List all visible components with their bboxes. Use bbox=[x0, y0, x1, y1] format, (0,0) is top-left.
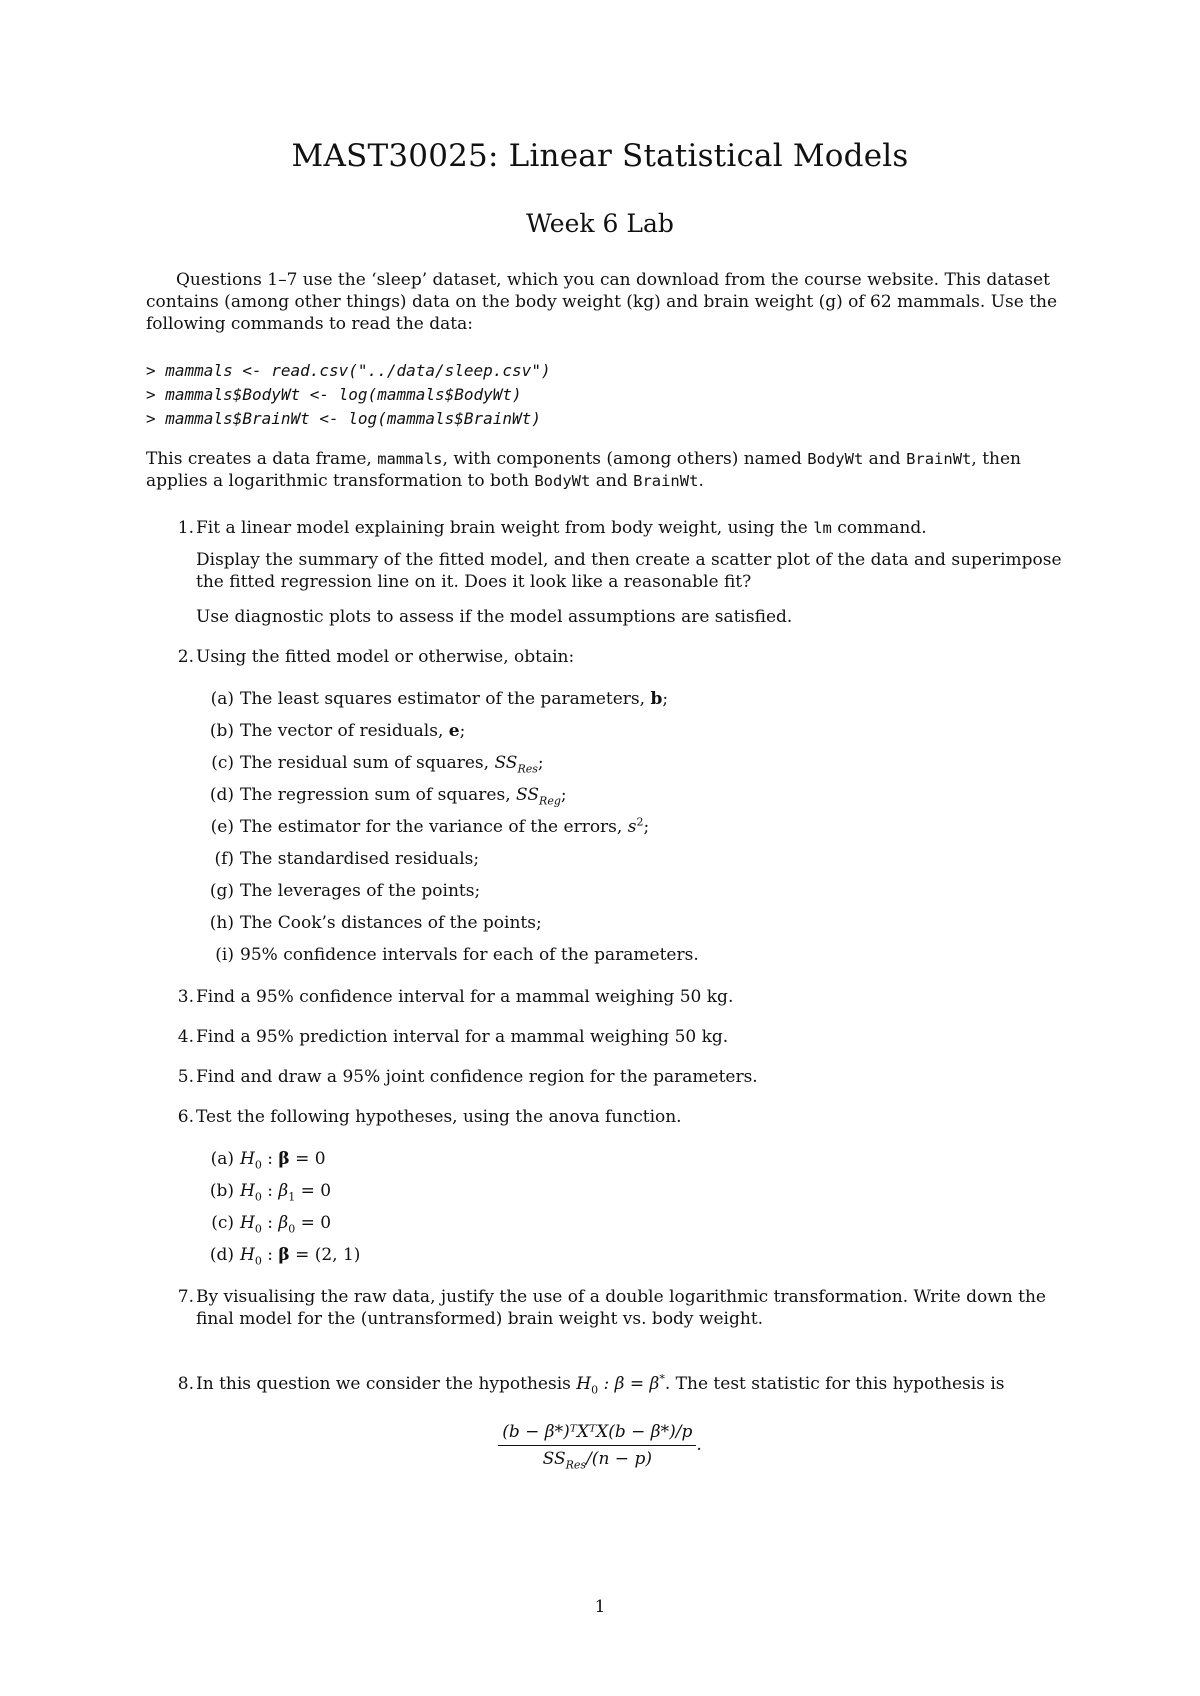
math-symbol: β bbox=[278, 1245, 290, 1265]
text-run: = 0 bbox=[289, 1149, 326, 1169]
question-1-paragraph-3: Use diagnostic plots to assess if the model assumptions are satisfied. bbox=[196, 607, 793, 627]
math-symbol: H bbox=[576, 1374, 592, 1394]
math-symbol: SS bbox=[542, 1449, 566, 1469]
inline-code: BrainWt bbox=[906, 450, 972, 468]
test-statistic-formula bbox=[0, 1422, 1200, 1472]
inline-code: BodyWt bbox=[534, 472, 591, 490]
question-number: 8. bbox=[177, 1374, 194, 1394]
text-run: The residual sum of squares, bbox=[240, 753, 495, 773]
math-symbol: β bbox=[278, 1149, 290, 1169]
sub-item-label: (f) bbox=[214, 849, 234, 869]
math-symbol: H bbox=[240, 1181, 255, 1201]
text-run: The estimator for the variance of the errors, bbox=[240, 817, 628, 837]
sub-item-text: 95% confidence intervals for each of the parameters. bbox=[240, 945, 699, 965]
sub-item-label: (c) bbox=[211, 753, 234, 773]
text-run: : bbox=[261, 1213, 279, 1233]
text-run: The vector of residuals, bbox=[240, 721, 449, 741]
math-subscript: 0 bbox=[288, 1222, 296, 1236]
question-number: 5. bbox=[177, 1067, 194, 1087]
math-expression: : β = β bbox=[598, 1374, 660, 1394]
text-run: , with components (among others) named bbox=[442, 449, 808, 469]
sub-item-label: (a) bbox=[210, 689, 234, 709]
text-run: The regression sum of squares, bbox=[240, 785, 517, 805]
math-subscript: Reg bbox=[539, 794, 561, 808]
formula-period: . bbox=[696, 1435, 702, 1455]
question-text bbox=[196, 1373, 1066, 1395]
sub-item-label: (g) bbox=[209, 881, 234, 901]
math-subscript: 1 bbox=[288, 1190, 296, 1204]
math-subscript: 0 bbox=[591, 1383, 599, 1397]
sub-item-text bbox=[240, 816, 1060, 838]
sub-item-text bbox=[240, 688, 1060, 710]
question-text: Find a 95% confidence interval for a mammal weighing 50 kg. bbox=[196, 987, 734, 1007]
fraction-denominator bbox=[498, 1446, 696, 1472]
math-symbol: e bbox=[448, 721, 460, 741]
text-run: This creates a data frame, bbox=[146, 449, 378, 469]
question-number: 2. bbox=[177, 647, 194, 667]
question-number: 7. bbox=[177, 1287, 194, 1307]
math-symbol: H bbox=[240, 1245, 255, 1265]
hypothesis-math bbox=[240, 1212, 1060, 1234]
sub-item-label: (d) bbox=[209, 1245, 234, 1265]
hypothesis-math bbox=[240, 1180, 1060, 1202]
text-run: ; bbox=[459, 721, 466, 741]
code-line: > mammals$BrainWt <- log(mammals$BrainWt) bbox=[146, 409, 541, 428]
math-subscript: 0 bbox=[254, 1158, 262, 1172]
sub-item-text bbox=[240, 720, 1060, 742]
text-run: : bbox=[261, 1149, 279, 1169]
math-symbol: SS bbox=[516, 785, 540, 805]
inline-code: mammals bbox=[377, 450, 443, 468]
math-symbol: β bbox=[278, 1213, 289, 1233]
sub-item-text bbox=[240, 752, 1060, 774]
question-number: 3. bbox=[177, 987, 194, 1007]
sub-item-label: (c) bbox=[211, 1213, 234, 1233]
text-run: , then applies a logarithmic transformation to both bbox=[146, 449, 1021, 491]
code-line: > mammals <- read.csv("../data/sleep.csv") bbox=[146, 361, 551, 380]
question-1-paragraph-2: Display the summary of the fitted model, and then create a scatter plot of the data and superimpose the fitted regression line on it. Does it look like a reasonable fit? bbox=[196, 550, 1062, 592]
text-run: ; bbox=[537, 753, 544, 773]
math-symbol: β bbox=[278, 1181, 289, 1201]
inline-code: lm bbox=[813, 519, 832, 537]
question-text: Test the following hypotheses, using the anova function. bbox=[196, 1107, 682, 1127]
text-run: = 0 bbox=[295, 1181, 332, 1201]
sub-item-text bbox=[240, 784, 1060, 806]
text-run: and bbox=[863, 449, 907, 469]
text-run: The least squares estimator of the parameters, bbox=[240, 689, 651, 709]
question-number: 4. bbox=[177, 1027, 194, 1047]
document-title: MAST30025: Linear Statistical Models bbox=[291, 138, 909, 174]
text-run: : bbox=[261, 1181, 279, 1201]
math-symbol: b bbox=[650, 689, 663, 709]
question-number: 1. bbox=[177, 518, 194, 538]
text-run: In this question we consider the hypothesis bbox=[196, 1374, 577, 1394]
math-symbol: H bbox=[240, 1149, 255, 1169]
text-run: . bbox=[698, 471, 704, 491]
math-superscript: 2 bbox=[636, 815, 644, 829]
inline-code: BodyWt bbox=[807, 450, 864, 468]
intro-paragraph: Questions 1–7 use the ‘sleep’ dataset, which you can download from the course website. This dataset contains (among other things) data on the body weight (kg) and brain weight (g) of 62 mammals. Use the following commands to read the data: bbox=[146, 270, 1058, 334]
text-run: ; bbox=[560, 785, 567, 805]
fraction bbox=[498, 1422, 696, 1472]
inline-code: BrainWt bbox=[633, 472, 699, 490]
math-symbol: H bbox=[240, 1213, 255, 1233]
question-text: Find and draw a 95% joint confidence region for the parameters. bbox=[196, 1067, 758, 1087]
math-symbol: SS bbox=[494, 753, 518, 773]
sub-item-label: (b) bbox=[209, 721, 234, 741]
math-superscript: * bbox=[659, 1372, 665, 1386]
code-block bbox=[146, 359, 551, 431]
text-run: and bbox=[590, 471, 634, 491]
math-subscript: Res bbox=[517, 762, 538, 776]
page-number: 1 bbox=[594, 1597, 606, 1617]
hypothesis-math bbox=[240, 1148, 1060, 1170]
description-paragraph bbox=[146, 448, 1066, 492]
sub-item-label: (b) bbox=[209, 1181, 234, 1201]
sub-item-label: (h) bbox=[209, 913, 234, 933]
question-text: By visualising the raw data, justify the use of a double logarithmic transformation. Write down the final model for the (untransformed) brain weight vs. body weight. bbox=[196, 1287, 1046, 1329]
sub-item-label: (a) bbox=[210, 1149, 234, 1169]
sub-item-text: The standardised residuals; bbox=[240, 849, 480, 869]
document-subtitle: Week 6 Lab bbox=[526, 209, 674, 238]
text-run: = 0 bbox=[295, 1213, 332, 1233]
sub-item-label: (e) bbox=[210, 817, 234, 837]
text-run: . The test statistic for this hypothesis is bbox=[664, 1374, 1005, 1394]
text-run: : bbox=[261, 1245, 279, 1265]
hypothesis-math bbox=[240, 1244, 1060, 1266]
sub-item-text: The leverages of the points; bbox=[240, 881, 481, 901]
text-run: command. bbox=[831, 518, 927, 538]
question-text: Find a 95% prediction interval for a mammal weighing 50 kg. bbox=[196, 1027, 729, 1047]
question-text bbox=[196, 517, 1066, 539]
fraction-numerator: (b − β*)ᵀXᵀX(b − β*)/p bbox=[498, 1422, 696, 1446]
math-expression: /(n − p) bbox=[586, 1449, 652, 1469]
math-subscript: 0 bbox=[254, 1190, 262, 1204]
text-run: ; bbox=[643, 817, 650, 837]
question-text: Using the fitted model or otherwise, obtain: bbox=[196, 647, 575, 667]
sub-item-label: (i) bbox=[215, 945, 234, 965]
code-line: > mammals$BodyWt <- log(mammals$BodyWt) bbox=[146, 385, 522, 404]
text-run: = (2, 1) bbox=[289, 1245, 361, 1265]
text-run: ; bbox=[662, 689, 669, 709]
question-number: 6. bbox=[177, 1107, 194, 1127]
math-subscript: 0 bbox=[254, 1254, 262, 1268]
math-subscript: Res bbox=[565, 1458, 587, 1472]
text-run: Fit a linear model explaining brain weight from body weight, using the bbox=[196, 518, 814, 538]
sub-item-label: (d) bbox=[209, 785, 234, 805]
math-symbol: s bbox=[627, 817, 637, 837]
sub-item-text: The Cook’s distances of the points; bbox=[240, 913, 542, 933]
math-subscript: 0 bbox=[254, 1222, 262, 1236]
